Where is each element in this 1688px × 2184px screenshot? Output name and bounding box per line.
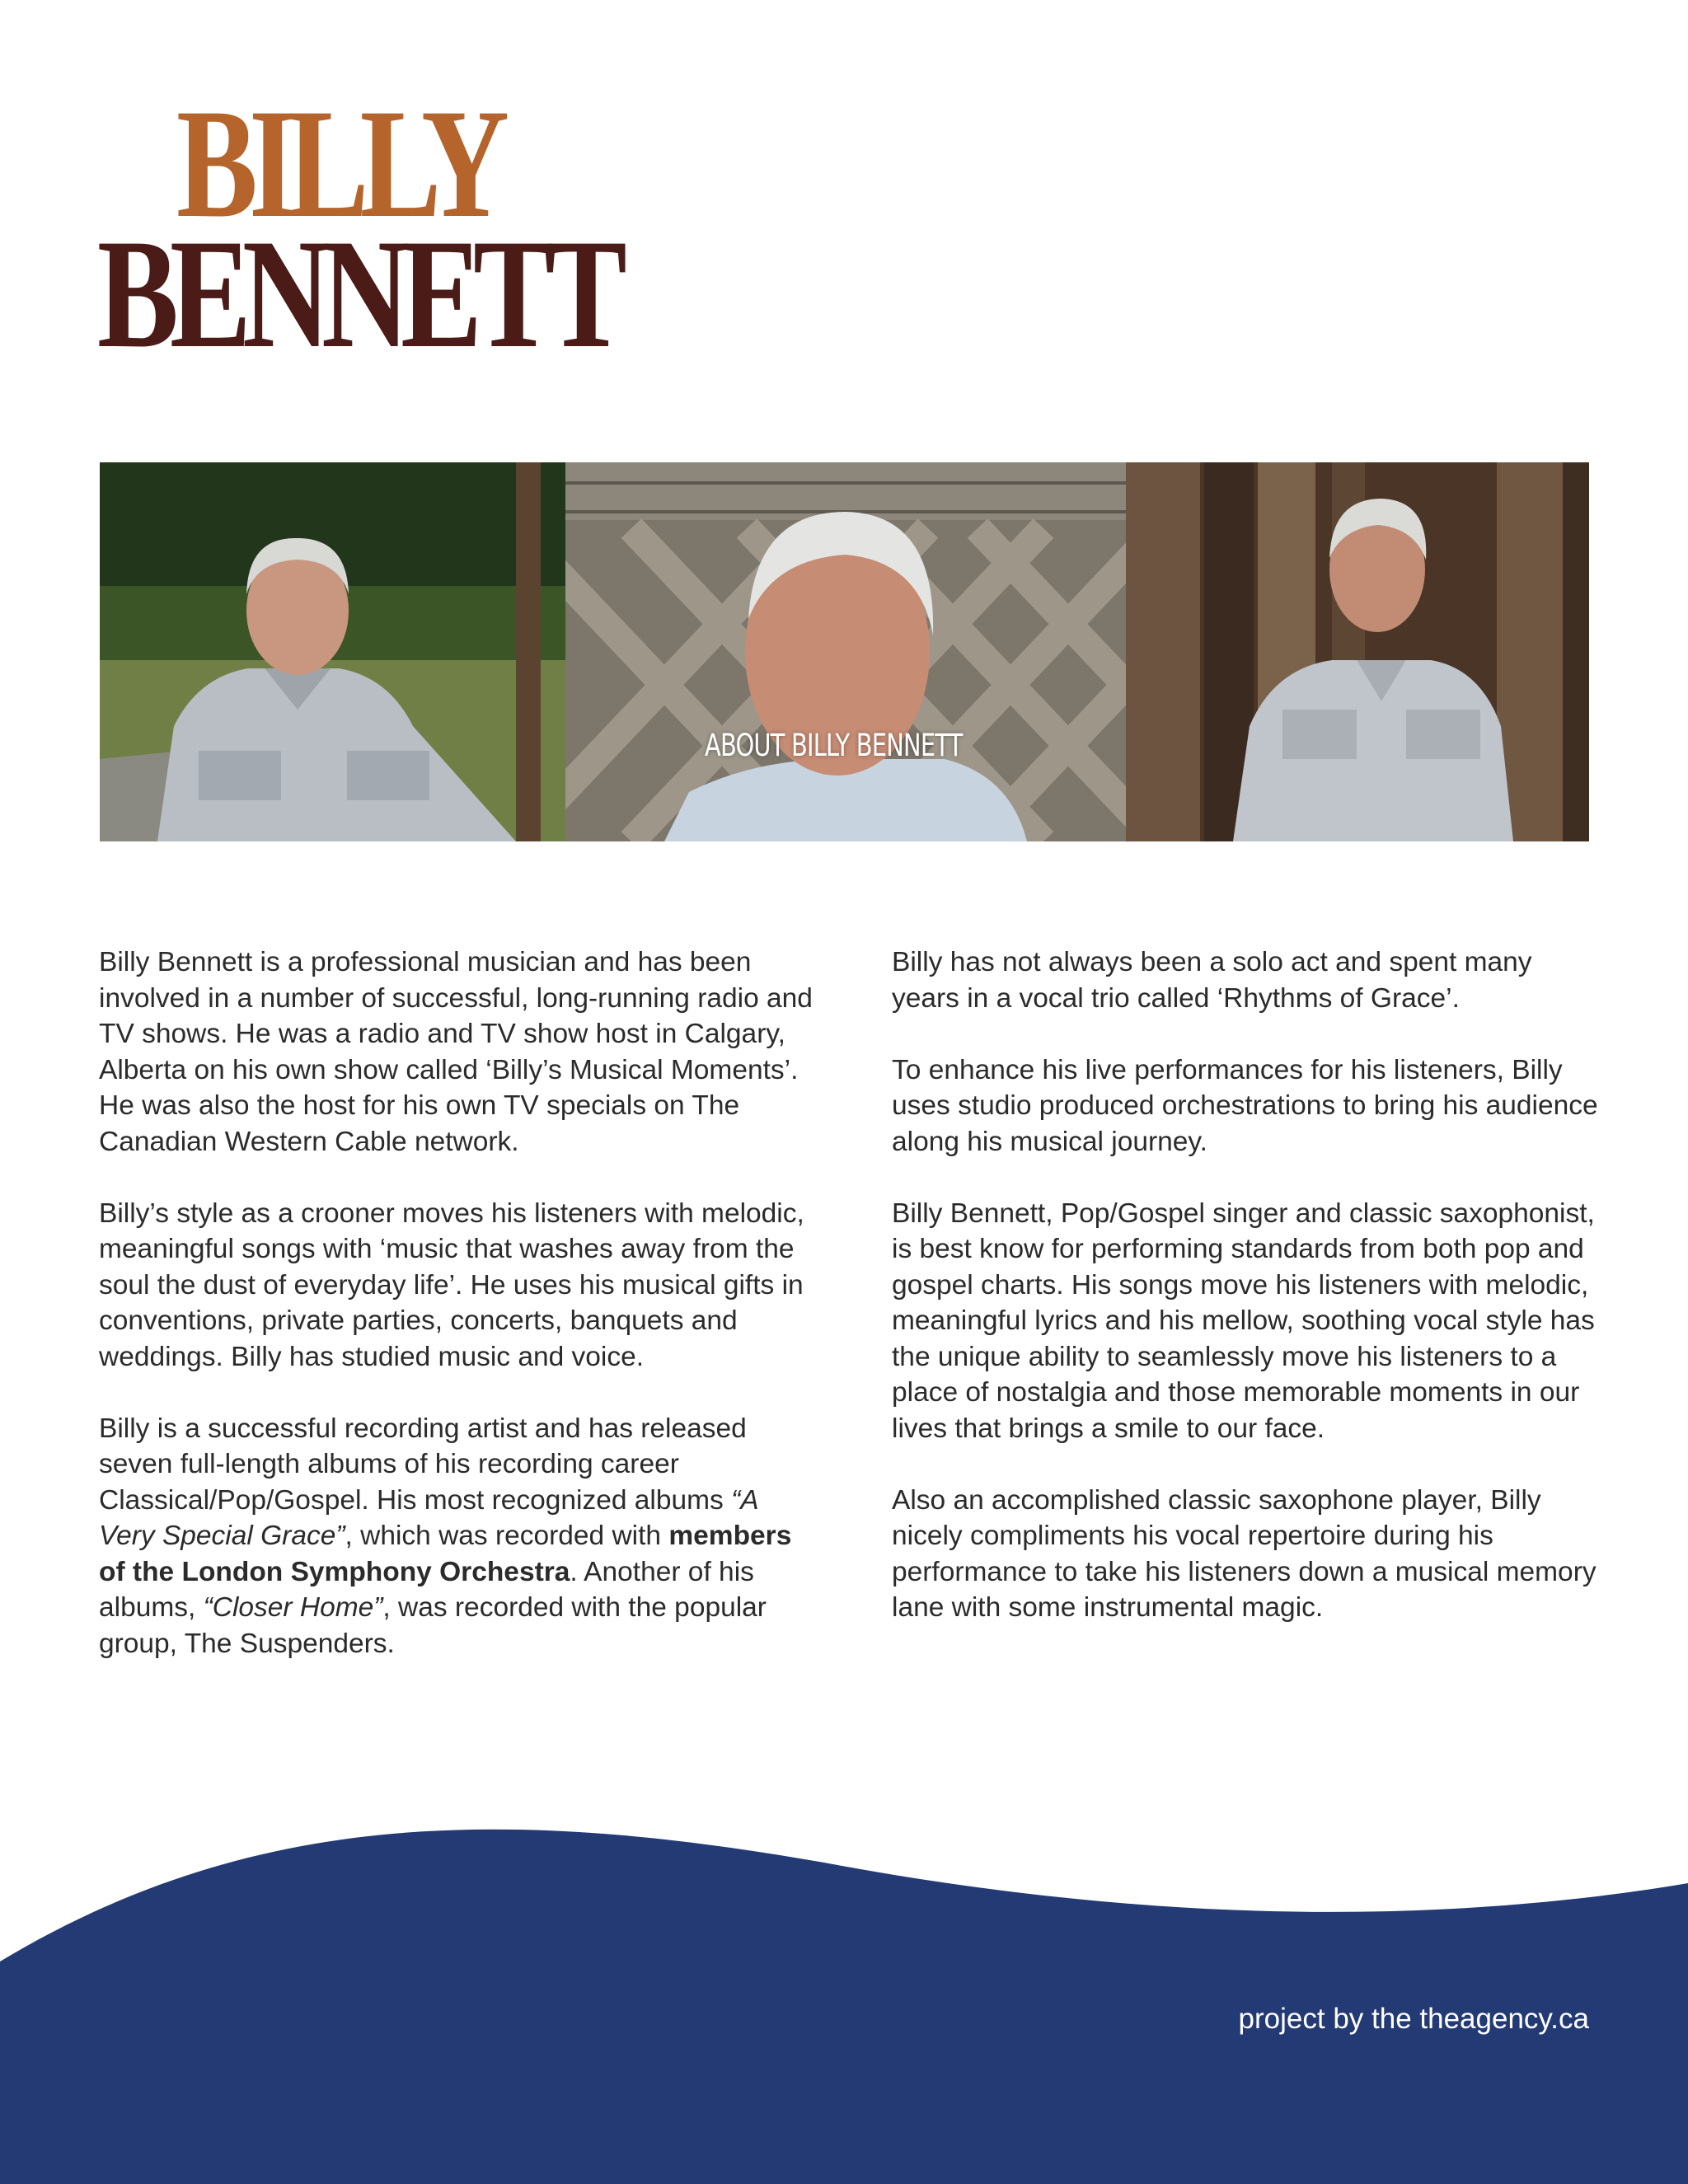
banner-photo-trees [1126, 462, 1589, 841]
brand-last-name: BENNETT [97, 208, 618, 381]
bio-paragraph: Billy Bennett is a professional musician and has been involved in a number of successful, long-running radio and TV shows. He was a radio and TV show host in Calgary, Alberta on his own show called ‘Billy’s Musical Moments’. He was also the host for his own TV specials on The Canadian Western Cable network. [99, 947, 813, 1157]
footer-credit: project by the theagency.ca [1238, 2003, 1589, 2035]
brand-first-name: BILLY [176, 77, 501, 251]
bio-right-column [892, 944, 1601, 1661]
bio-paragraph: To enhance his live performances for his listeners, Billy uses studio produced orchestrations to bring his audience along his musical journey. [892, 1054, 1598, 1157]
bio-paragraph: Billy’s style as a crooner moves his listeners with melodic, meaningful songs with ‘music that washes away from the soul the dust of everyday life’. He uses his musical gifts in conventions, private parties, concerts, banquets and weddings. Billy has studied music and voice. [99, 1197, 804, 1372]
bio-text: , was recorded with the popular group, The Suspenders. [99, 1592, 767, 1659]
bio-text: . Another of his albums, [99, 1556, 754, 1623]
banner-caption: ABOUT BILLY BENNETT [705, 728, 963, 763]
footer-wave [0, 1772, 1688, 2184]
brand-logo [97, 77, 618, 381]
orchestra-highlight: members of the London Symphony Orchestra [99, 1521, 792, 1587]
banner-photo-park [100, 462, 565, 841]
bio-paragraph: Billy has not always been a solo act and spent many years in a vocal trio called ‘Rhythms of Grace’. [892, 947, 1532, 1014]
banner-photo-fence [565, 462, 1126, 841]
bio-paragraph: Billy Bennett, Pop/Gospel singer and classic saxophonist, is best know for performing standards from both pop and gospel charts. His songs move his listeners with melodic, meaningful lyrics and his mellow, soothing vocal style has the unique ability to seamlessly move his listeners to a place of nostalgia and those memorable moments in our lives that brings a smile to our face. [892, 1197, 1595, 1444]
album-title: “A Very Special Grace” [99, 1484, 758, 1551]
photo-banner [100, 462, 1589, 841]
bio-paragraph-albums [99, 1411, 816, 1662]
album-title: “Closer Home” [203, 1592, 383, 1623]
bio-text: , which was recorded with [345, 1521, 669, 1551]
bio-text: Billy is a successful recording artist and has released seven full-length albums of his recording career Classical/Pop/Gospel. His most recognized albums [99, 1413, 747, 1516]
bio-left-column [99, 944, 816, 1698]
bio-paragraph: Also an accomplished classic saxophone player, Billy nicely compliments his vocal repertoire during his performance to take his listeners down a musical memory lane with some instrumental magic. [892, 1484, 1597, 1623]
